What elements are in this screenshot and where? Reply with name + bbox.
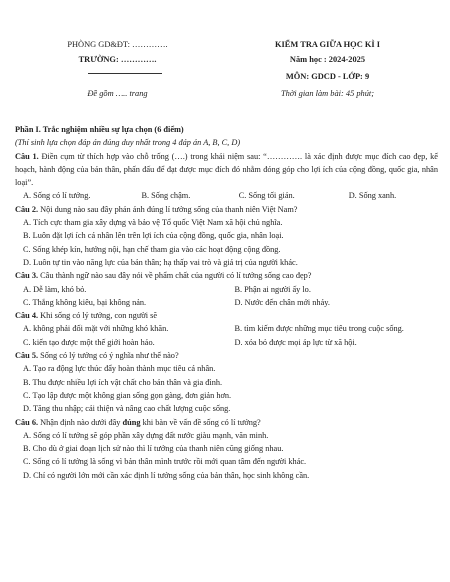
school-label: TRƯỜNG: …………. <box>78 55 157 64</box>
question-number: Câu 2. <box>15 204 39 214</box>
question-1 <box>15 150 438 190</box>
question-text: Khi sống có lý tưởng, con người sẽ <box>40 311 158 321</box>
exam-header <box>0 40 450 115</box>
option-d: D. Sống xanh. <box>348 191 397 201</box>
option-c: C. Sống tối giản. <box>238 191 295 201</box>
option-a: A. Tạo ra động lực thúc đẩy hoàn thành mục tiêu cá nhân. <box>23 364 216 374</box>
question-text-pre: Nhận định nào dưới đây <box>40 417 123 427</box>
option-c: C. Sống có lí tưởng là sống vì bản thân mình trước rồi mới quan tâm đến người khác. <box>23 457 307 467</box>
option-a: A. không phải đối mặt với những khó khăn. <box>23 324 169 334</box>
time-limit: Thời gian làm bài: 45 phút; <box>280 89 375 98</box>
school-year: Năm học : 2024-2025 <box>289 55 366 64</box>
option-d: D. Chỉ có người lớn mới cần xác định lí tưởng sống của bản thân, học sinh không cần. <box>23 470 310 480</box>
option-b: B. tìm kiếm được những mục tiêu trong cuộc sống. <box>234 324 404 334</box>
question-text: Câu thành ngữ nào sau đây nói về phẩm chất của người có lí tưởng sống cao đẹp? <box>40 271 312 281</box>
option-d: D. Tăng thu nhập; cải thiện và nâng cao chất lượng cuộc sống. <box>23 404 231 414</box>
question-text: Nội dung nào sau đây phản ánh đúng lí tưởng sống của thanh niên Việt Nam? <box>40 204 298 214</box>
page-count: Đề gồm ….. trang <box>87 89 148 98</box>
option-a: A. Sống có lí tưởng. <box>23 191 91 201</box>
option-b: B. Sống chậm. <box>141 191 191 201</box>
section-instruction: (Thí sinh lựa chọn đáp án đúng duy nhất trong 4 đáp án A, B, C, D) <box>15 138 241 148</box>
option-b: B. Phận ai người ấy lo. <box>234 284 311 294</box>
question-3 <box>15 269 438 282</box>
question-6 <box>15 416 438 429</box>
section-heading: Phần I. Trắc nghiệm nhiều sự lựa chọn (6 điểm) <box>15 125 184 134</box>
question-number: Câu 1. <box>15 151 39 161</box>
question-number: Câu 5. <box>15 351 39 361</box>
option-row <box>15 322 438 335</box>
option-b: B. Thu được nhiều lợi ích vật chất cho bản thân và gia đình. <box>23 377 223 387</box>
option-row <box>15 336 438 349</box>
question-4 <box>15 309 438 322</box>
option-row <box>15 296 438 309</box>
option-d: D. xóa bỏ được mọi áp lực từ xã hội. <box>234 337 357 347</box>
question-number: Câu 4. <box>15 311 39 321</box>
question-1-options <box>15 189 438 202</box>
option-b: B. Cho dù ở giai đoạn lịch sử nào thì lí tưởng của thanh niên cũng giống nhau. <box>23 444 284 454</box>
option-c: C. Thắng không kiêu, bại không nản. <box>23 297 147 307</box>
header-divider <box>88 73 162 74</box>
option-a: A. Sống có lí tưởng sẽ góp phần xây dựng đất nước giàu mạnh, văn minh. <box>23 430 269 440</box>
question-number: Câu 3. <box>15 271 39 281</box>
exam-title: KIỂM TRA GIỮA HỌC KÌ I <box>275 40 380 49</box>
question-text-emphasis: đúng <box>122 417 141 427</box>
option-c: C. Tạo lập được một không gian sống gọn gàng, đơn giản hơn. <box>23 390 232 400</box>
option-b: B. Luôn đặt lợi ích cá nhân lên trên lợi ích của cộng đồng, quốc gia, nhân loại. <box>23 231 284 241</box>
question-number: Câu 6. <box>15 417 39 427</box>
option-c: C. kiến tạo được một thế giới hoàn hảo. <box>23 337 155 347</box>
question-text: Điền cụm từ thích hợp vào chỗ trống (….) trong khái niệm sau: “…………. là xác định được mục đích cao đẹp, kế hoạch, hành động của bản thân, phấn đấu để đạt được mục đích đó nhằm đóng góp cho lợi ích của cộng đồng, quốc gia, nhân loại”. <box>15 151 438 188</box>
exam-content <box>15 123 438 482</box>
question-2 <box>15 203 438 216</box>
department-label: PHÒNG GD&ĐT: …………. <box>67 40 168 49</box>
question-text: Sống có lý tưởng có ý nghĩa như thế nào? <box>40 351 179 361</box>
option-row <box>15 283 438 296</box>
question-5 <box>15 349 438 362</box>
option-c: C. Sống khép kín, hướng nội, hạn chế tham gia vào các hoạt động cộng đồng. <box>23 244 281 254</box>
subject-grade: MÔN: GDCD - LỚP: 9 <box>285 72 370 81</box>
option-d: D. Luôn tự tin vào năng lực của bản thân; hạ thấp vai trò và giá trị của người khác. <box>23 257 298 267</box>
option-a: A. Tích cực tham gia xây dựng và bảo vệ Tổ quốc Việt Nam xã hội chủ nghĩa. <box>23 218 283 228</box>
question-text-post: khi bàn về vấn đề sống có lí tưởng? <box>140 417 261 427</box>
option-a: A. Dễ làm, khó bỏ. <box>23 284 87 294</box>
option-d: D. Nước đến chân mới nhảy. <box>234 297 330 307</box>
